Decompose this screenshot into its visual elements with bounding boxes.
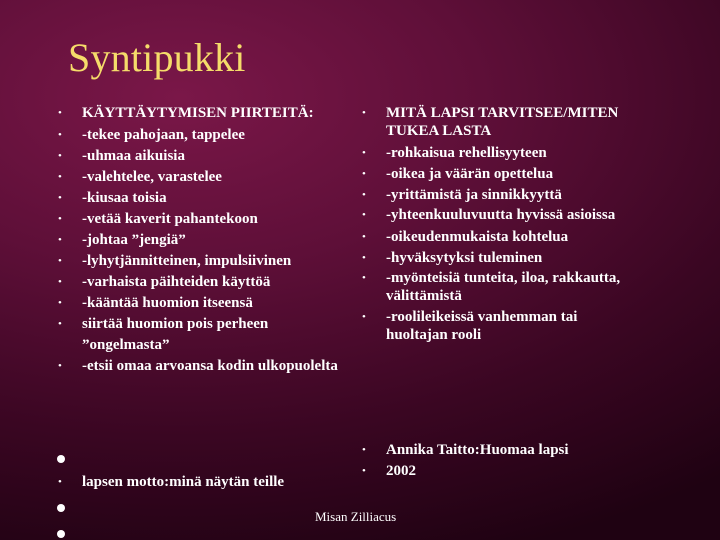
list-item: • Annika Taitto:Huomaa lapsi bbox=[360, 440, 625, 461]
bullet-icon: • bbox=[58, 213, 62, 225]
list-item: • -johtaa ”jengiä” bbox=[56, 230, 346, 251]
bullet-icon: • bbox=[362, 311, 366, 323]
author-citation bbox=[360, 440, 625, 482]
right-bullet-list bbox=[360, 104, 625, 347]
list-item: • -yhteenkuuluvuutta hyvissä asioissa bbox=[362, 207, 616, 223]
list-item: • -rohkaisua rehellisyyteen bbox=[360, 143, 625, 164]
bullet-icon: • bbox=[362, 252, 366, 264]
bullet-icon: • bbox=[362, 147, 366, 159]
bullet-icon: • bbox=[58, 192, 62, 204]
list-item: • -myönteisiä tunteita, iloa, rakkautta, välittämistä bbox=[362, 270, 621, 304]
bullet-icon: • bbox=[362, 272, 366, 284]
bullet-icon: • bbox=[58, 276, 62, 288]
bullet-icon: • bbox=[58, 107, 62, 119]
bullet-icon: • bbox=[362, 168, 366, 180]
list-item: • -hyväksytyksi tuleminen bbox=[360, 248, 625, 269]
list-item: • -etsii omaa arvoansa kodin ulkopuolelta bbox=[56, 356, 346, 377]
list-item: • -lyhytjännitteinen, impulsiivinen bbox=[56, 251, 346, 272]
left-bullet-list bbox=[56, 104, 346, 377]
empty-bullet-icon bbox=[57, 455, 65, 463]
bullet-icon: • bbox=[58, 360, 62, 372]
bullet-icon: • bbox=[362, 231, 366, 243]
bullet-icon: • bbox=[58, 150, 62, 162]
list-item: • -uhmaa aikuisia bbox=[56, 146, 346, 167]
bullet-icon: • bbox=[58, 234, 62, 246]
list-item: • -kääntää huomion itseensä bbox=[56, 293, 346, 314]
bullet-icon: • bbox=[58, 476, 62, 488]
empty-bullet-icon bbox=[57, 530, 65, 538]
list-item: • -tekee pahojaan, tappelee bbox=[56, 125, 346, 146]
bullet-icon: • bbox=[362, 189, 366, 201]
list-item: • -vetää kaverit pahantekoon bbox=[56, 209, 346, 230]
list-item: • -kiusaa toisia bbox=[56, 188, 346, 209]
bullet-icon: • bbox=[362, 444, 366, 456]
bullet-icon: • bbox=[58, 255, 62, 267]
slide-title: Syntipukki bbox=[68, 35, 246, 80]
bullet-icon: • bbox=[58, 318, 62, 330]
motto-item: • lapsen motto:minä näytän teille bbox=[56, 472, 372, 493]
list-item: • siirtää huomion pois perheen ”ongelmasta” bbox=[58, 316, 269, 353]
bullet-icon: • bbox=[58, 297, 62, 309]
list-item: • -yrittämistä ja sinnikkyyttä bbox=[360, 185, 625, 206]
bullet-icon: • bbox=[58, 171, 62, 183]
list-item: • 2002 bbox=[360, 461, 625, 482]
bullet-icon: • bbox=[58, 129, 62, 141]
list-item: • KÄYTTÄYTYMISEN PIIRTEITÄ: bbox=[58, 105, 314, 121]
list-item: • -varhaista päihteiden käyttöä bbox=[56, 272, 346, 293]
list-item: • MITÄ LAPSI TARVITSEE/MITEN TUKEA LASTA bbox=[362, 105, 619, 139]
list-item: • -roolileikeissä vanhemman tai huoltajan rooli bbox=[362, 309, 578, 343]
list-item: • -oikea ja väärän opettelua bbox=[360, 164, 625, 185]
bullet-icon: • bbox=[362, 209, 366, 221]
list-item: • -valehtelee, varastelee bbox=[56, 167, 346, 188]
footer-text: Misan Zilliacus bbox=[315, 509, 397, 524]
bullet-icon: • bbox=[362, 107, 366, 119]
bullet-icon: • bbox=[362, 465, 366, 477]
empty-bullet-icon bbox=[57, 504, 65, 512]
list-item: • -oikeudenmukaista kohtelua bbox=[360, 227, 625, 248]
